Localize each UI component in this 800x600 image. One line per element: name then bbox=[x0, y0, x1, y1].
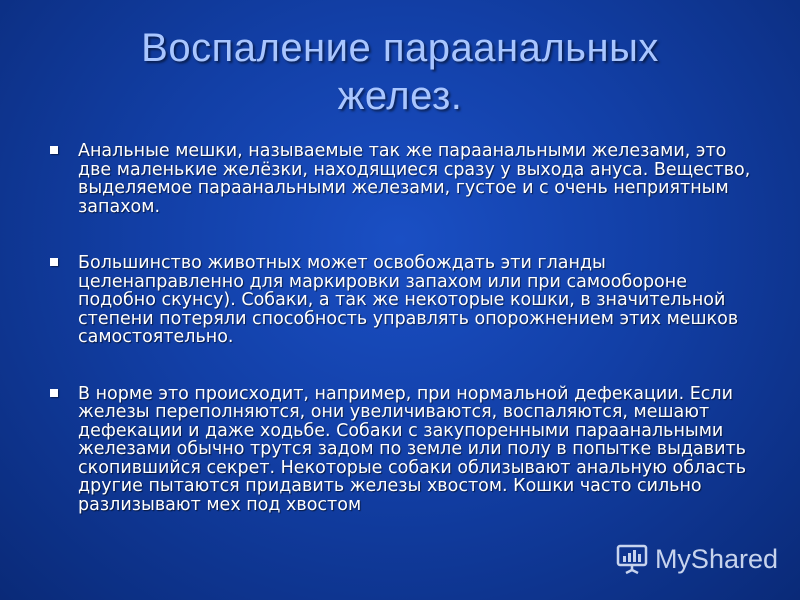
bullet-item bbox=[44, 142, 764, 216]
square-bullet-icon bbox=[50, 146, 58, 154]
bullet-item bbox=[44, 385, 764, 515]
title-line-1: Воспаление параанальных bbox=[141, 26, 659, 70]
bullet-text: Большинство животных может освобождать эти гланды целенаправленно для маркировки запахом или при самообороне подобно скунсу). Собаки, а так же некоторые кошки, в значительной степени потеряли способность управлять опорожнением этих мешков самостоятельно. bbox=[78, 253, 739, 347]
bullet-text: В норме это происходит, например, при нормальной дефекации. Если железы переполняются, они увеличиваются, воспаляются, мешают дефекации и даже ходьбе. Собаки с закупоренными параанальными железами обычно трутся задом по земле или полу в попытке выдавить скопившийся секрет. Некоторые собаки облизывают анальную область другие пытаются придавить железы хвостом. Кошки часто сильно разлизывают мех под хвостом bbox=[78, 383, 747, 515]
slide-title bbox=[40, 24, 760, 120]
presentation-board-icon bbox=[615, 542, 649, 576]
square-bullet-icon bbox=[50, 258, 58, 266]
watermark-text: MyShared bbox=[654, 544, 778, 574]
watermark-logo bbox=[615, 542, 778, 576]
bullet-list bbox=[44, 142, 764, 552]
title-line-2: желез. bbox=[337, 74, 463, 118]
bullet-item bbox=[44, 254, 764, 347]
bullet-text: Анальные мешки, называемые так же параанальными железами, это две маленькие желёзки, находящиеся сразу у выхода ануса. Вещество, выделяемое параанальными железами, густое и с очень неприятным запахом. bbox=[78, 141, 751, 217]
square-bullet-icon bbox=[50, 389, 58, 397]
